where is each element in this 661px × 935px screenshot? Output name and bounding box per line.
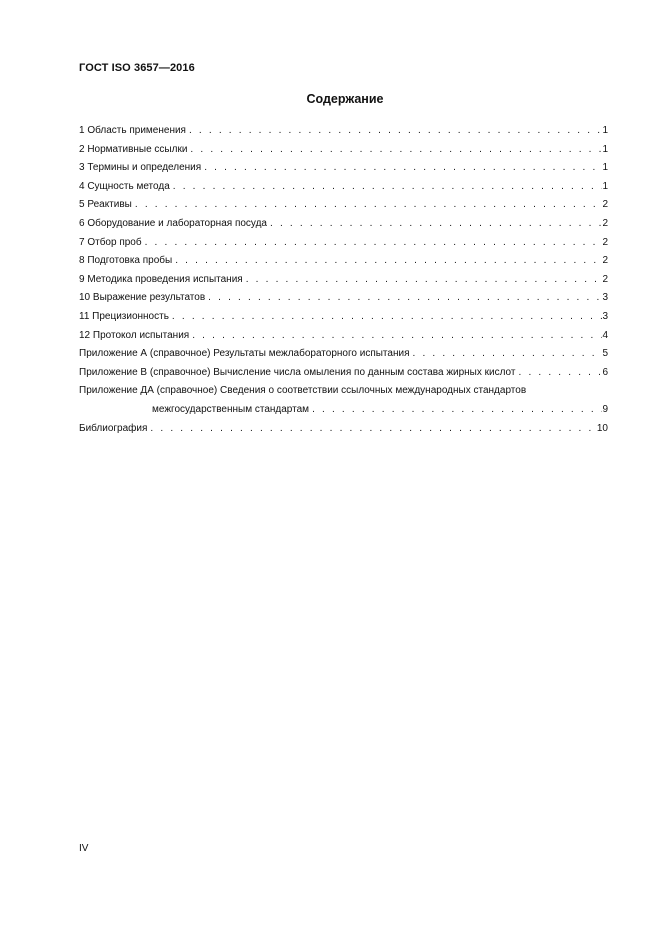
toc-entry-page: 5	[602, 348, 608, 360]
toc-entry-title-line-1: Приложение ДА (справочное) Сведения о соответствии ссылочных международных стандартов	[79, 385, 527, 397]
toc-entry-title: 1 Область применения	[79, 125, 186, 136]
toc-entry-title: 9 Методика проведения испытания	[79, 273, 243, 285]
toc-entry-title: Приложение А (справочное) Результаты межлабораторного испытания	[79, 348, 410, 360]
dot-leader	[186, 122, 602, 141]
toc-entry-page: 1	[602, 180, 608, 192]
toc-entry-test-report[interactable]	[79, 327, 608, 346]
toc-entry-procedure[interactable]	[79, 271, 608, 290]
toc-entry-page: 3	[602, 292, 608, 304]
toc-entry-page: 1	[602, 143, 608, 155]
page-number: IV	[79, 843, 89, 854]
toc-entry-title: 8 Подготовка пробы	[79, 255, 173, 267]
toc-entry-page: 1	[602, 125, 608, 136]
toc-entry-title: 6 Оборудование и лабораторная посуда	[79, 217, 267, 229]
toc-entry-title: 4 Сущность метода	[79, 180, 170, 192]
toc-entry-title: Приложение В (справочное) Вычисление числа омыления по данным состава жирных кислот	[79, 366, 516, 378]
toc-title: Содержание	[306, 92, 384, 106]
toc-entry-page: 2	[602, 273, 608, 285]
toc-entry-normative-references[interactable]	[79, 141, 608, 160]
toc-entry-page: 2	[602, 255, 608, 267]
standard-code-header: ГОСТ ISO 3657—2016	[79, 62, 195, 74]
toc-entry-page: 2	[602, 199, 608, 211]
toc-entry-title: Библиография	[79, 422, 148, 434]
toc-entry-page: 10	[596, 422, 608, 434]
toc-entry-title: 10 Выражение результатов	[79, 292, 206, 304]
dot-leader	[147, 420, 596, 439]
toc-entry-annex-a[interactable]	[79, 345, 608, 364]
toc-entry-bibliography[interactable]	[79, 420, 608, 439]
dot-leader	[132, 196, 603, 215]
toc-entry-page: 2	[602, 236, 608, 248]
toc-entry-scope[interactable]	[79, 122, 608, 141]
toc-entry-page: 9	[602, 403, 608, 415]
toc-entry-sample-preparation[interactable]	[79, 252, 608, 271]
dot-leader	[409, 345, 602, 364]
dot-leader	[515, 364, 602, 383]
toc-entry-page: 6	[602, 366, 608, 378]
toc-entry-title: 12 Протокол испытания	[79, 329, 190, 341]
toc-entry-principle[interactable]	[79, 178, 608, 197]
toc-entry-apparatus[interactable]	[79, 215, 608, 234]
toc-entry-page: 2	[602, 217, 608, 229]
dot-leader	[187, 141, 602, 160]
dot-leader	[201, 159, 602, 178]
toc-entry-page: 1	[602, 162, 608, 174]
dot-leader	[169, 308, 603, 327]
dot-leader	[172, 252, 602, 271]
toc-entry-terms[interactable]	[79, 159, 608, 178]
toc-entry-annex-b[interactable]	[79, 364, 608, 383]
toc-entry-title: 2 Нормативные ссылки	[79, 143, 188, 155]
dot-leader	[189, 327, 602, 346]
toc-entry-expression-of-results[interactable]	[79, 289, 608, 308]
toc-entry-reagents[interactable]	[79, 196, 608, 215]
table-of-contents	[79, 122, 608, 438]
dot-leader	[243, 271, 603, 290]
dot-leader	[205, 289, 602, 308]
dot-leader	[170, 178, 603, 197]
toc-entry-title: 11 Прецизионность	[79, 310, 169, 322]
toc-entry-page: 3	[602, 310, 608, 322]
toc-entry-annex-da[interactable]	[79, 382, 608, 419]
toc-entry-page: 4	[602, 329, 608, 341]
toc-entry-sampling[interactable]	[79, 234, 608, 253]
dot-leader	[142, 234, 603, 253]
toc-entry-title: 7 Отбор проб	[79, 236, 142, 248]
dot-leader	[267, 215, 602, 234]
dot-leader	[309, 401, 602, 420]
toc-entry-title: 5 Реактивы	[79, 199, 132, 211]
toc-entry-precision[interactable]	[79, 308, 608, 327]
toc-entry-title: 3 Термины и определения	[79, 162, 202, 174]
toc-entry-continuation	[79, 401, 608, 420]
toc-entry-title-line-2: межгосударственным стандартам	[152, 403, 310, 415]
